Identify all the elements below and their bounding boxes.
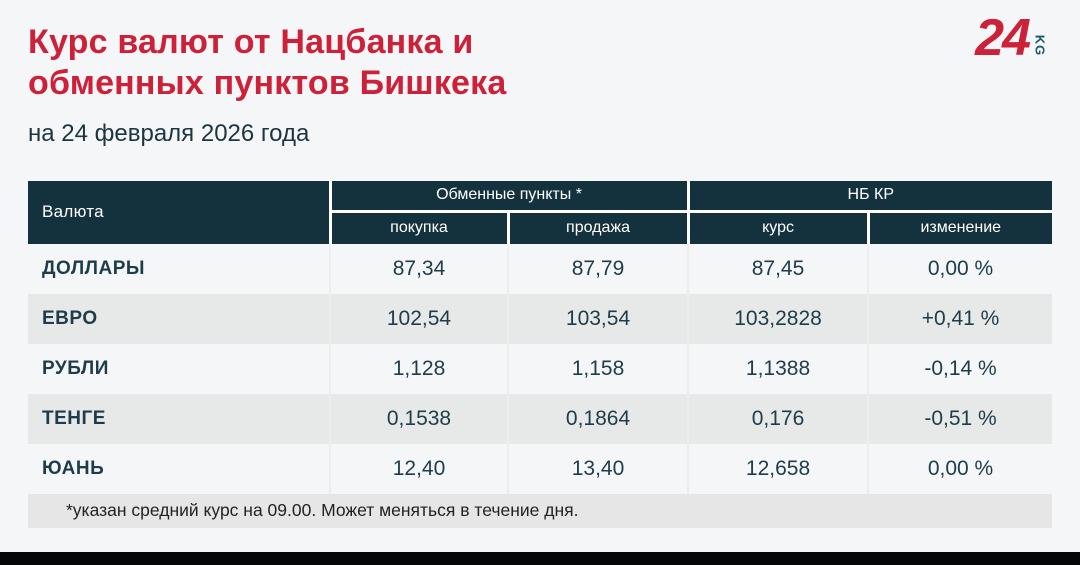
- table-row-dollars: [28, 244, 1052, 294]
- column-header-sell: продажа: [508, 212, 688, 244]
- bottom-black-strip: [0, 552, 1080, 565]
- 24kg-logo: [975, 9, 1048, 67]
- sell-cell: 13,40: [508, 444, 688, 494]
- currency-name-cell: ДОЛЛАРЫ: [28, 244, 330, 294]
- column-group-exchange-points: Обменные пункты *: [330, 181, 688, 212]
- rate-cell: 0,176: [688, 394, 868, 444]
- change-cell: 0,00 %: [868, 444, 1052, 494]
- rate-cell: 12,658: [688, 444, 868, 494]
- logo-24-icon: 24: [975, 9, 1029, 67]
- column-group-nbkr: НБ КР: [688, 181, 1052, 212]
- rate-cell: 1,1388: [688, 344, 868, 394]
- sell-cell: 1,158: [508, 344, 688, 394]
- footnote-bar: [28, 494, 1052, 528]
- logo-kg-label: KG: [1032, 34, 1047, 56]
- currency-name-cell: РУБЛИ: [28, 344, 330, 394]
- currency-name-cell: ЕВРО: [28, 294, 330, 344]
- currency-name-cell: ЮАНЬ: [28, 444, 330, 494]
- footnote-text: *указан средний курс на 09.00. Может меняться в течение дня.: [66, 500, 579, 521]
- page-title-line-2: обменных пунктов Бишкека: [28, 63, 507, 102]
- buy-cell: 0,1538: [330, 394, 508, 444]
- sell-cell: 0,1864: [508, 394, 688, 444]
- table-row-yuan: [28, 444, 1052, 494]
- rate-cell: 103,2828: [688, 294, 868, 344]
- column-header-buy: покупка: [330, 212, 508, 244]
- column-header-rate: курс: [688, 212, 868, 244]
- buy-cell: 1,128: [330, 344, 508, 394]
- currency-rates-table: [28, 181, 1052, 494]
- currency-name-cell: ТЕНГЕ: [28, 394, 330, 444]
- logo-kg-box: [1031, 30, 1048, 60]
- column-header-change: изменение: [868, 212, 1052, 244]
- change-cell: 0,00 %: [868, 244, 1052, 294]
- change-cell: +0,41 %: [868, 294, 1052, 344]
- rate-cell: 87,45: [688, 244, 868, 294]
- table-row-rubles: [28, 344, 1052, 394]
- header-row-groups: [28, 181, 1052, 212]
- change-cell: -0,51 %: [868, 394, 1052, 444]
- page-title-line-1: Курс валют от Нацбанка и: [28, 23, 474, 61]
- sell-cell: 103,54: [508, 294, 688, 344]
- buy-cell: 12,40: [330, 444, 508, 494]
- table-row-euro: [28, 294, 1052, 344]
- column-header-currency: Валюта: [28, 181, 330, 244]
- buy-cell: 87,34: [330, 244, 508, 294]
- table-row-tenge: [28, 394, 1052, 444]
- page-subtitle: на 24 февраля 2026 года: [28, 119, 310, 147]
- buy-cell: 102,54: [330, 294, 508, 344]
- page-title: [28, 22, 908, 104]
- sell-cell: 87,79: [508, 244, 688, 294]
- change-cell: -0,14 %: [868, 344, 1052, 394]
